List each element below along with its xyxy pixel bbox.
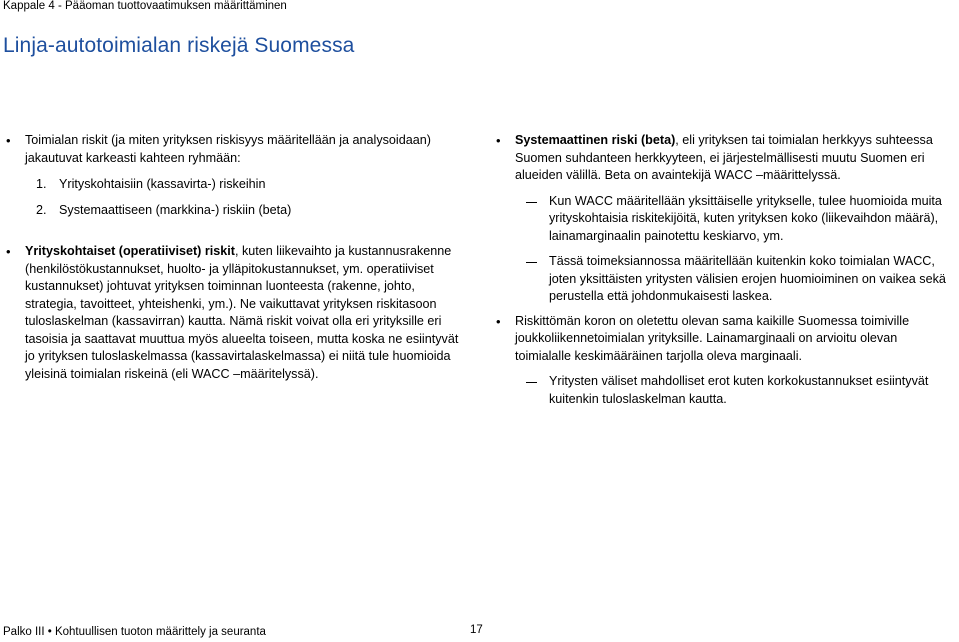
item-number: 2. bbox=[36, 202, 47, 217]
dash-item bbox=[490, 253, 954, 306]
left-column bbox=[0, 132, 480, 383]
footer-text: Palko III • Kohtuullisen tuoton määrittely ja seuranta bbox=[3, 626, 266, 638]
item-text: Yrityskohtaisiin (kassavirta-) riskeihin bbox=[59, 177, 266, 191]
bullet-bold-text: Yrityskohtaiset (operatiiviset) riskit bbox=[25, 244, 235, 258]
bullet-item bbox=[490, 313, 955, 366]
page-number: 17 bbox=[470, 624, 483, 636]
dash-item bbox=[490, 373, 929, 408]
chapter-heading: Kappale 4 - Pääoman tuottovaatimuksen määrittäminen bbox=[3, 0, 287, 12]
bullet-item bbox=[490, 132, 959, 185]
page-title: Linja-autotoimialan riskejä Suomessa bbox=[3, 34, 355, 57]
dash-text: Yritysten väliset mahdolliset erot kuten korkokustannukset esiintyvät kuitenkin tuloslaskelman kautta. bbox=[549, 374, 929, 406]
bullet-text: Toimialan riskit (ja miten yrityksen riskisyys määritellään ja analysoidaan) jakautuvat karkeasti kahteen ryhmään: bbox=[25, 133, 431, 165]
bullet-item bbox=[0, 243, 467, 383]
item-text: Systemaattiseen (markkina-) riskiin (beta) bbox=[59, 202, 292, 217]
numbered-item bbox=[0, 176, 480, 194]
dash-text: Tässä toimeksiannossa määritellään kuitenkin koko toimialan WACC, joten yksittäisten yritysten välisien erojen huomioiminen on vaikea sekä perustella että johdonmukaisesti laskea. bbox=[549, 254, 946, 303]
bullet-text: , kuten liikevaihto ja kustannusrakenne (henkilöstökustannukset, huolto- ja ylläpitokustannukset, ym. operatiiviset kustannukset) johtuvat yrityksen toiminnan luonteesta (rakenne, johto, strategia, tavoitteet, yhteishenki, ym.). Ne vaikuttavat yrityksen riskitasoon tuloslaskelman (kassavirran) kautta. Nämä riskit voivat olla eri yrityksille eri tasoisia ja saattavat muuttua myös alueelta toiseen, mutta koska ne esiintyvät jo yrityksen tuloslaskelmassa (kassavirtalaskelmassa) ei niitä tule huomioida yleisinä toimialan riskeinä (eli WACC –määritelyssä). bbox=[25, 244, 459, 381]
dash-text: Kun WACC määritellään yksittäiselle yritykselle, tulee huomioida muita yrityskohtaisia riskitekijöitä, kuten yrityksen koko (liikevaihdon määrä), lainamarginaalin painotettu keskiarvo, ym. bbox=[549, 193, 942, 243]
bullet-item bbox=[0, 132, 455, 167]
right-column bbox=[490, 132, 950, 408]
bullet-bold-text: Systemaattinen riski (beta) bbox=[515, 133, 676, 147]
bullet-text: , eli yrityksen tai toimialan herkkyys suhteessa Suomen suhdanteen herkkyyteen, ei järjestelmällisesti muutu Suomen eri alueiden välillä. Beta on avaintekijä WACC –määrittelyssä. bbox=[515, 133, 933, 182]
numbered-item bbox=[0, 202, 480, 220]
dash-item bbox=[490, 193, 949, 246]
item-number: 1. bbox=[36, 177, 47, 191]
bullet-text: Riskittömän koron on oletettu olevan sama kaikille Suomessa toimiville joukkoliikennetoimialan yrityksille. Lainamarginaali on arvioitu olevan toimialalle keskimääräinen tarjolla oleva marginaali. bbox=[515, 313, 910, 363]
